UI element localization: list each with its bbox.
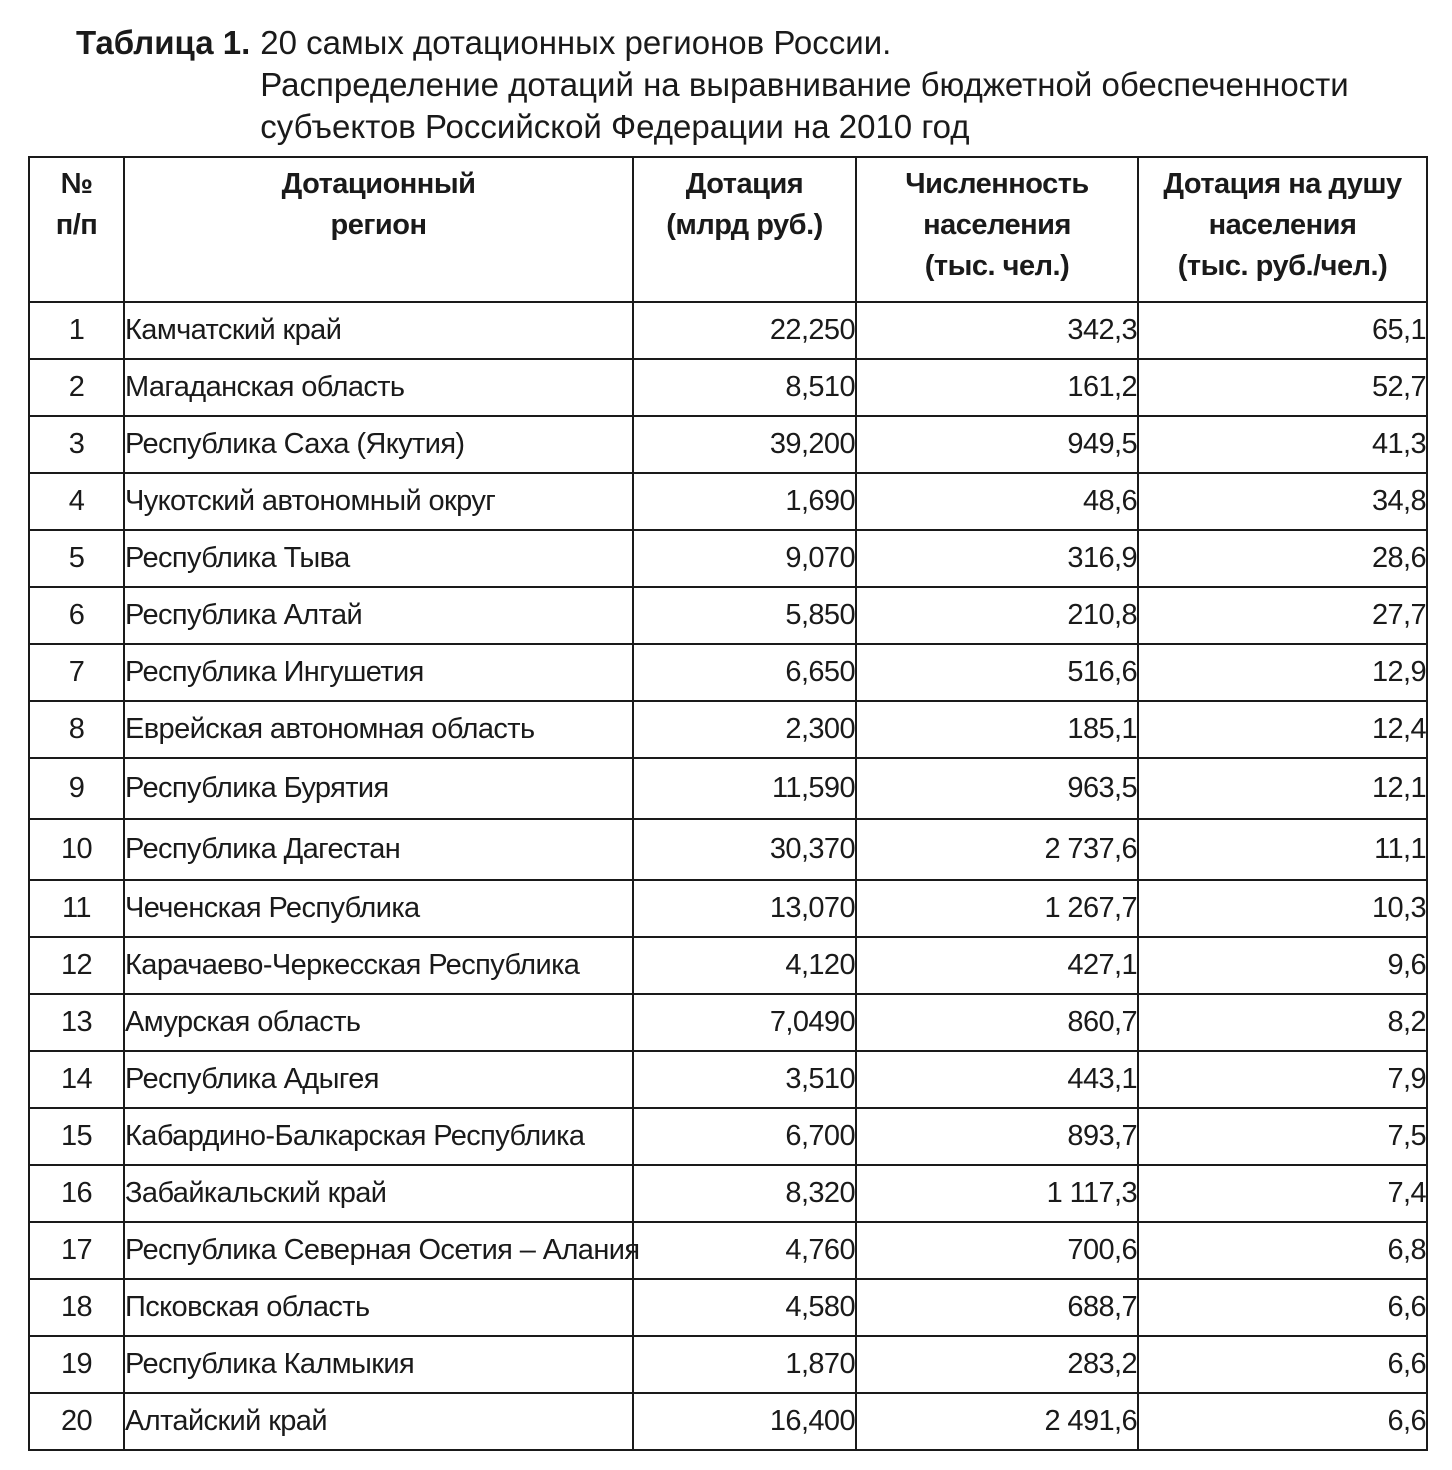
table-row [29, 1393, 1427, 1450]
cell-per-capita: 27,7 [1138, 587, 1427, 644]
cell-population: 443,1 [856, 1051, 1138, 1108]
cell-per-capita: 10,3 [1138, 880, 1427, 937]
cell-number: 16 [29, 1165, 124, 1222]
cell-number: 19 [29, 1336, 124, 1393]
header-number: № п/п [29, 157, 124, 302]
header-region: Дотационный регион [124, 157, 633, 302]
table-body [29, 302, 1427, 1450]
table-row [29, 701, 1427, 758]
subsidy-table [28, 156, 1428, 1451]
cell-number: 14 [29, 1051, 124, 1108]
header-row [29, 157, 1427, 302]
cell-subsidy: 2,300 [633, 701, 856, 758]
cell-number: 17 [29, 1222, 124, 1279]
cell-number: 8 [29, 701, 124, 758]
table-row [29, 416, 1427, 473]
table-row [29, 359, 1427, 416]
cell-per-capita: 6,6 [1138, 1279, 1427, 1336]
cell-region: Забайкальский край [124, 1165, 633, 1222]
cell-population: 949,5 [856, 416, 1138, 473]
cell-per-capita: 11,1 [1138, 819, 1427, 880]
cell-population: 185,1 [856, 701, 1138, 758]
cell-number: 12 [29, 937, 124, 994]
caption-line: субъектов Российской Федерации на 2010 год [260, 108, 970, 145]
table-row [29, 880, 1427, 937]
cell-number: 20 [29, 1393, 124, 1450]
cell-region: Чеченская Республика [124, 880, 633, 937]
cell-population: 700,6 [856, 1222, 1138, 1279]
cell-number: 6 [29, 587, 124, 644]
cell-per-capita: 41,3 [1138, 416, 1427, 473]
cell-subsidy: 1,870 [633, 1336, 856, 1393]
caption-line: 20 самых дотационных регионов России. [260, 24, 892, 61]
cell-subsidy: 8,320 [633, 1165, 856, 1222]
table-row [29, 819, 1427, 880]
cell-region: Республика Дагестан [124, 819, 633, 880]
cell-subsidy: 39,200 [633, 416, 856, 473]
cell-subsidy: 1,690 [633, 473, 856, 530]
cell-subsidy: 6,700 [633, 1108, 856, 1165]
cell-subsidy: 4,760 [633, 1222, 856, 1279]
cell-population: 210,8 [856, 587, 1138, 644]
cell-region: Псковская область [124, 1279, 633, 1336]
cell-region: Амурская область [124, 994, 633, 1051]
cell-per-capita: 52,7 [1138, 359, 1427, 416]
cell-per-capita: 65,1 [1138, 302, 1427, 359]
cell-region: Республика Адыгея [124, 1051, 633, 1108]
cell-population: 283,2 [856, 1336, 1138, 1393]
cell-number: 10 [29, 819, 124, 880]
table-row [29, 1222, 1427, 1279]
table-row [29, 937, 1427, 994]
cell-population: 1 117,3 [856, 1165, 1138, 1222]
cell-population: 688,7 [856, 1279, 1138, 1336]
cell-region: Республика Калмыкия [124, 1336, 633, 1393]
cell-region: Республика Ингушетия [124, 644, 633, 701]
cell-number: 3 [29, 416, 124, 473]
cell-number: 9 [29, 758, 124, 819]
cell-region: Республика Северная Осетия – Алания [124, 1222, 633, 1279]
cell-region: Кабардино-Балкарская Республика [124, 1108, 633, 1165]
cell-region: Еврейская автономная область [124, 701, 633, 758]
cell-subsidy: 22,250 [633, 302, 856, 359]
cell-per-capita: 7,5 [1138, 1108, 1427, 1165]
table-row [29, 1108, 1427, 1165]
table-row [29, 1165, 1427, 1222]
cell-subsidy: 7,0490 [633, 994, 856, 1051]
cell-per-capita: 7,9 [1138, 1051, 1427, 1108]
cell-region: Карачаево-Черкесская Республика [124, 937, 633, 994]
cell-subsidy: 11,590 [633, 758, 856, 819]
cell-population: 48,6 [856, 473, 1138, 530]
header-subsidy: Дотация (млрд руб.) [633, 157, 856, 302]
cell-number: 13 [29, 994, 124, 1051]
cell-per-capita: 8,2 [1138, 994, 1427, 1051]
header-population: Численность населения (тыс. чел.) [856, 157, 1138, 302]
cell-per-capita: 7,4 [1138, 1165, 1427, 1222]
cell-per-capita: 9,6 [1138, 937, 1427, 994]
cell-subsidy: 4,580 [633, 1279, 856, 1336]
cell-number: 2 [29, 359, 124, 416]
table-caption [76, 22, 1436, 148]
cell-region: Республика Бурятия [124, 758, 633, 819]
table-row [29, 1336, 1427, 1393]
cell-region: Республика Саха (Якутия) [124, 416, 633, 473]
table-row [29, 530, 1427, 587]
cell-region: Камчатский край [124, 302, 633, 359]
cell-per-capita: 6,6 [1138, 1336, 1427, 1393]
cell-region: Алтайский край [124, 1393, 633, 1450]
cell-per-capita: 12,1 [1138, 758, 1427, 819]
cell-subsidy: 3,510 [633, 1051, 856, 1108]
cell-subsidy: 16,400 [633, 1393, 856, 1450]
cell-per-capita: 6,6 [1138, 1393, 1427, 1450]
cell-population: 2 491,6 [856, 1393, 1138, 1450]
cell-subsidy: 8,510 [633, 359, 856, 416]
cell-population: 860,7 [856, 994, 1138, 1051]
cell-region: Республика Тыва [124, 530, 633, 587]
table-row [29, 994, 1427, 1051]
cell-number: 5 [29, 530, 124, 587]
cell-population: 1 267,7 [856, 880, 1138, 937]
caption-label: Таблица 1. [76, 24, 251, 61]
cell-number: 18 [29, 1279, 124, 1336]
cell-population: 161,2 [856, 359, 1138, 416]
table-row [29, 1279, 1427, 1336]
cell-population: 2 737,6 [856, 819, 1138, 880]
cell-subsidy: 5,850 [633, 587, 856, 644]
cell-region: Чукотский автономный округ [124, 473, 633, 530]
cell-population: 342,3 [856, 302, 1138, 359]
cell-population: 893,7 [856, 1108, 1138, 1165]
cell-number: 15 [29, 1108, 124, 1165]
table-row [29, 1051, 1427, 1108]
cell-subsidy: 4,120 [633, 937, 856, 994]
cell-population: 516,6 [856, 644, 1138, 701]
cell-population: 963,5 [856, 758, 1138, 819]
cell-per-capita: 34,8 [1138, 473, 1427, 530]
table-row [29, 302, 1427, 359]
cell-subsidy: 30,370 [633, 819, 856, 880]
cell-subsidy: 6,650 [633, 644, 856, 701]
cell-region: Магаданская область [124, 359, 633, 416]
cell-per-capita: 12,4 [1138, 701, 1427, 758]
cell-subsidy: 13,070 [633, 880, 856, 937]
table-row [29, 473, 1427, 530]
cell-number: 1 [29, 302, 124, 359]
cell-population: 427,1 [856, 937, 1138, 994]
cell-per-capita: 28,6 [1138, 530, 1427, 587]
table-row [29, 587, 1427, 644]
cell-region: Республика Алтай [124, 587, 633, 644]
cell-per-capita: 6,8 [1138, 1222, 1427, 1279]
caption-line: Распределение дотаций на выравнивание бюджетной обеспеченности [260, 66, 1349, 103]
cell-per-capita: 12,9 [1138, 644, 1427, 701]
header-per-capita: Дотация на душу населения (тыс. руб./чел.) [1138, 157, 1427, 302]
caption-text [260, 22, 1348, 148]
cell-number: 11 [29, 880, 124, 937]
table-row [29, 644, 1427, 701]
cell-population: 316,9 [856, 530, 1138, 587]
cell-number: 4 [29, 473, 124, 530]
table-row [29, 758, 1427, 819]
cell-number: 7 [29, 644, 124, 701]
cell-subsidy: 9,070 [633, 530, 856, 587]
